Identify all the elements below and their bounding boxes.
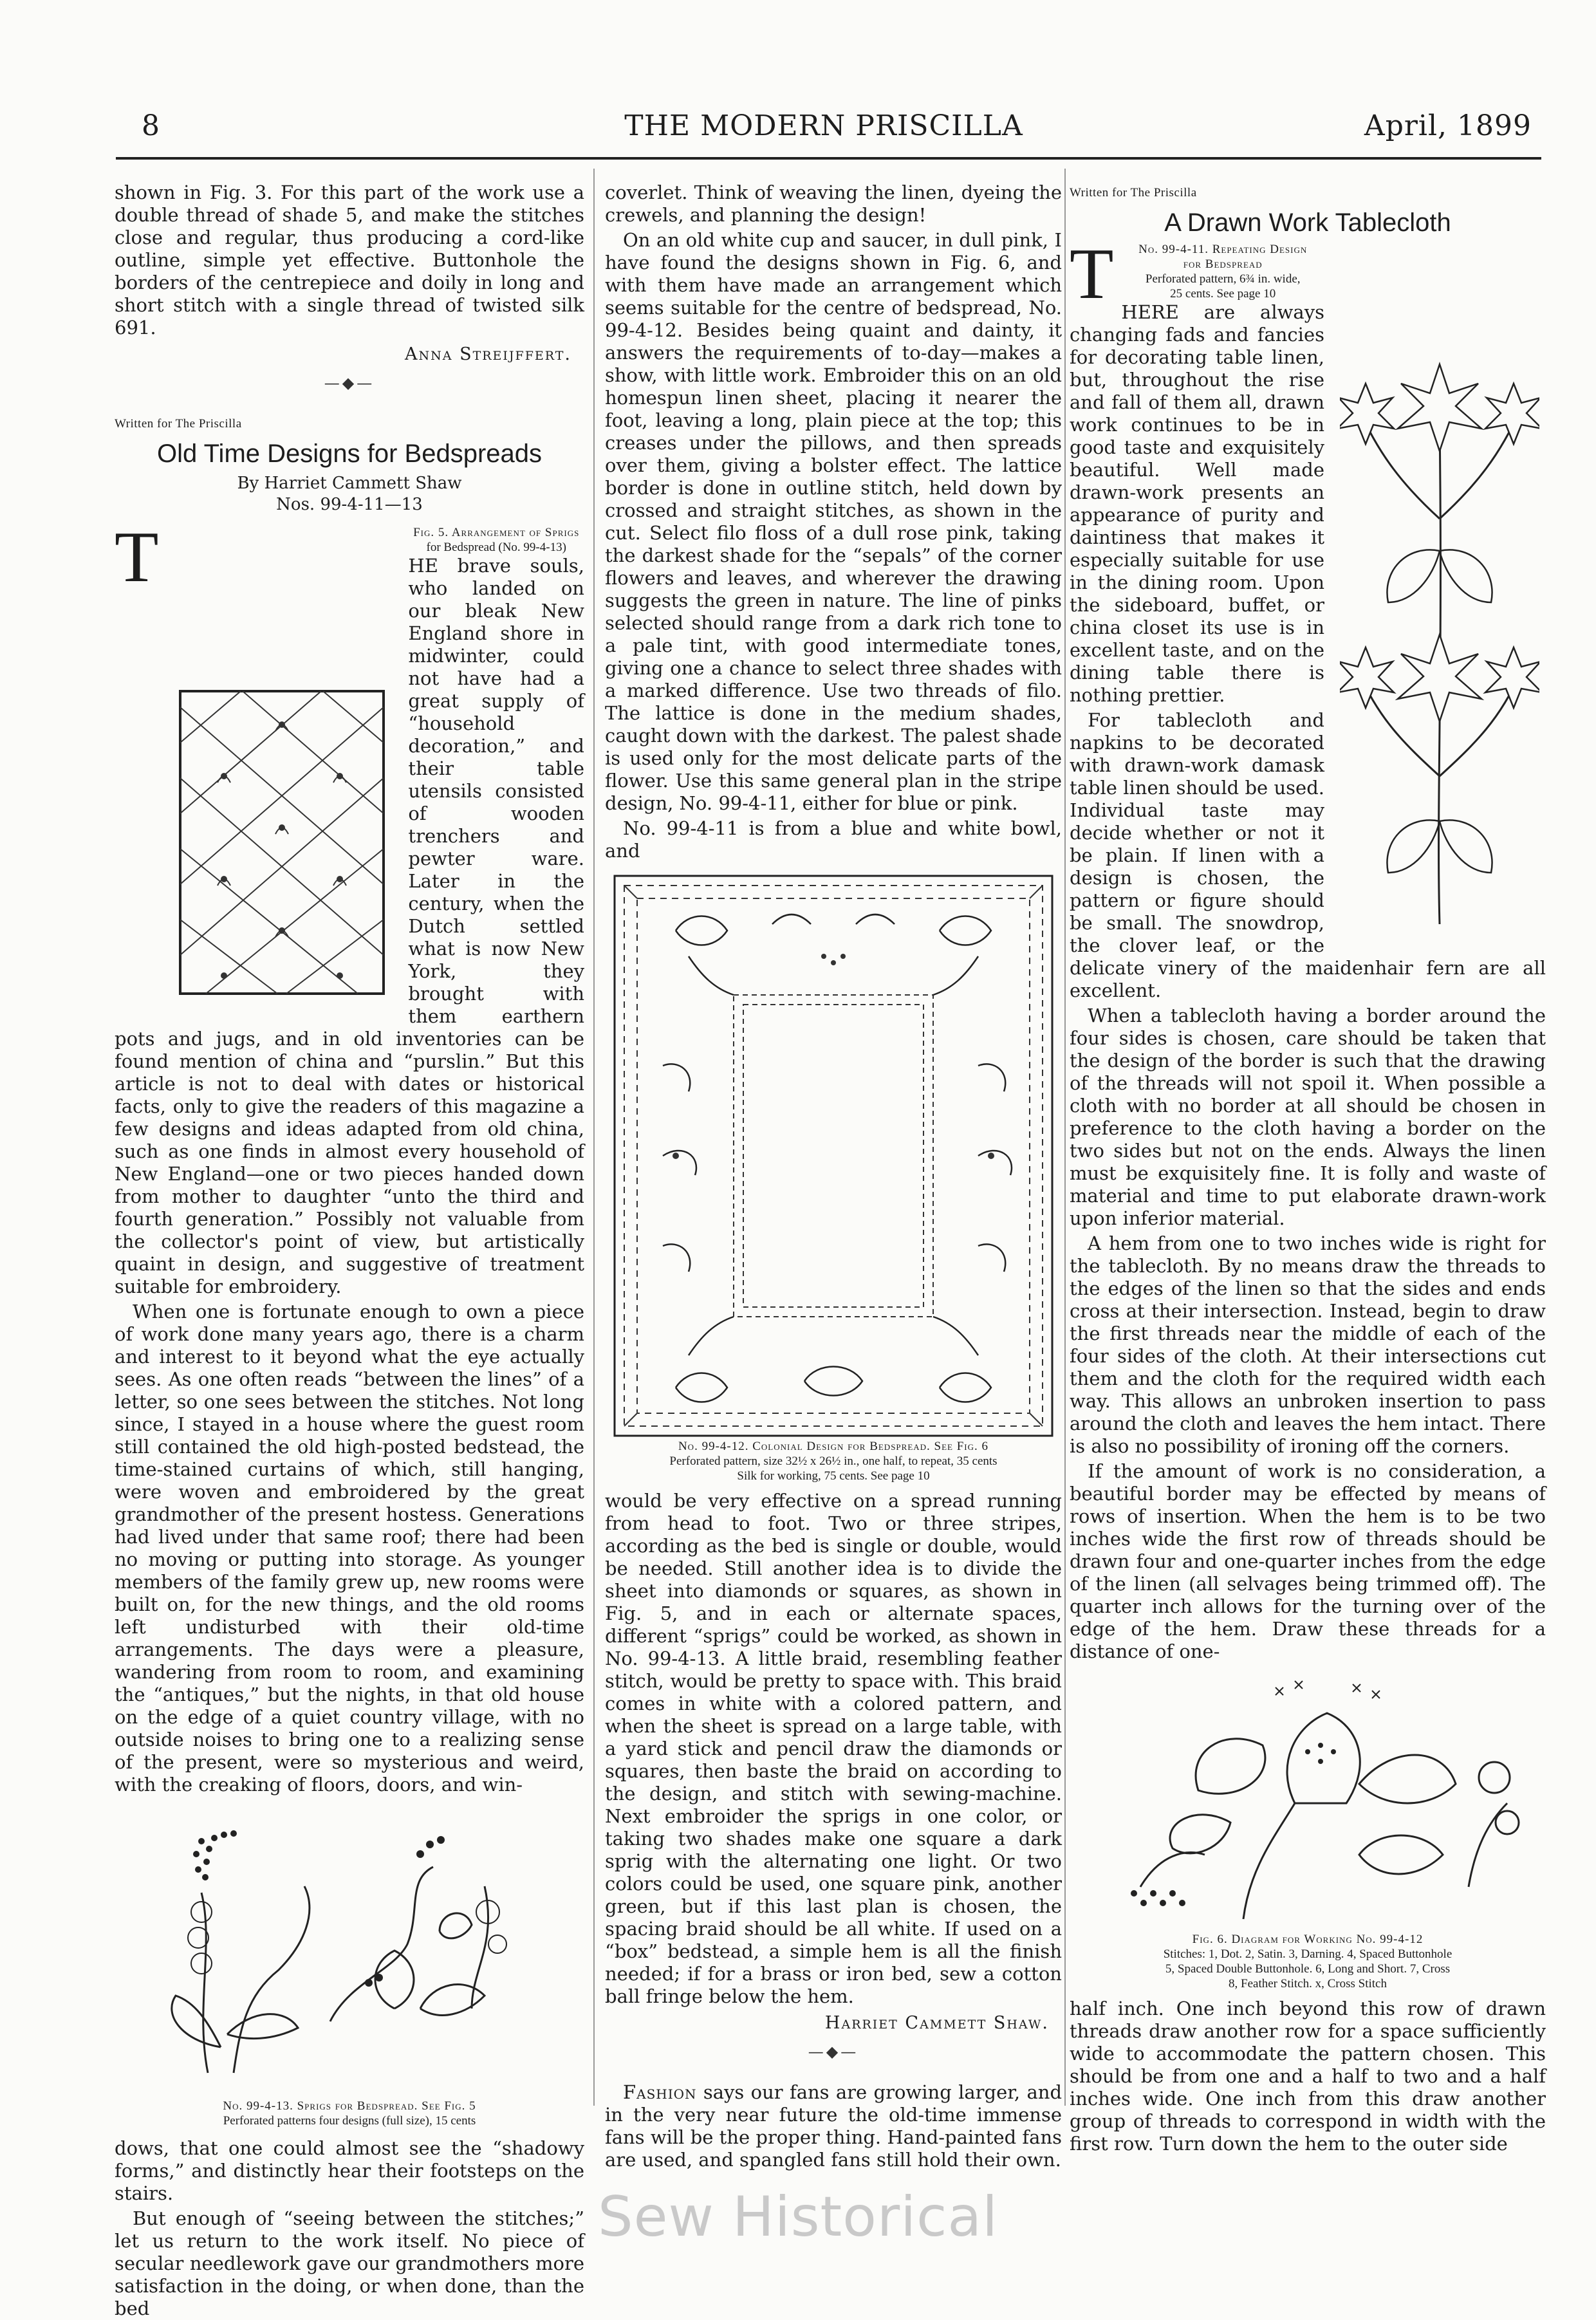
sprigs-caption <box>115 2099 584 2128</box>
colonial-design-figure <box>605 873 1062 1483</box>
column-3 <box>1070 181 1546 2155</box>
paragraph: half inch. One inch beyond this row of drawn threads draw another row for a space sufficiently wide to accommodate the pattern chosen. This should be from one and a half to two and a half inches wide. One inch from this draw another group of threads to correspond in width with the first row. Turn down the hem to the outer side <box>1070 1998 1546 2155</box>
repeating-design-caption <box>1070 242 1546 301</box>
magazine-title: THE MODERN PRISCILLA <box>624 109 1023 142</box>
paragraph-text: HE brave souls, who landed on our bleak New England shore in midwinter, could not have had a great supply of “household decoration,” and their table utensils consisted of wooden trenchers and pewter ware. Later in the century, when the Dutch settled what is now New York, they brought with them earthern pots and jugs, and in old inventories can be found mention of china and “purslin.” But this article is not to deal with dates or historical facts, only to give the readers of this magazine a few designs and ideas adapted from old china, such as one finds in almost every household of New England—one or two pieces handed down from mother to daughter “unto the third and fourth generation.” Possibly not valuable from the collector's point of view, but artistically quaint in design, and suggestive of treatment suitable for embroidery. <box>115 555 584 1297</box>
written-for-label: Written for The Priscilla <box>1070 186 1197 200</box>
figure-6-caption-title: Fig. 6. Diagram for Working No. 99-4-12 <box>1192 1933 1424 1946</box>
colonial-bedspread-illustration <box>611 873 1055 1439</box>
page-number: 8 <box>142 109 160 142</box>
article-separator: —◆— <box>808 2043 859 2061</box>
drop-cap: T <box>1070 234 1114 314</box>
repeating-caption-title: No. 99-4-11. Repeating Design <box>1138 243 1308 256</box>
repeating-stripe-illustration <box>1340 358 1539 937</box>
running-head <box>116 109 1532 161</box>
paragraph: For tablecloth and napkins to be decorated with drawn-work damask table linen should be used. Individual taste may decide whether or not it be plain. If linen with a design is chosen, the pattern or figure should be small. The snowdrop, the clover leaf, or the delicate vinery of the maidenhair fern are all excellent. <box>1070 709 1546 1001</box>
paragraph-text: HERE are always changing fads and fancies for decorating table linen, but, throughout the rise and fall of them all, drawn work continues to be in good taste and exquisitely beautiful. Well made drawn-work presents an appearance of purity and daintiness that makes it especially suitable for use in the dining room. Upon the sideboard, buffet, or china closet its use is in excellent taste, and on the dining table there is nothing prettier. <box>1070 301 1324 706</box>
figure-6-caption-line: 5, Spaced Double Buttonhole. 6, Long and Short. 7, Cross <box>1165 1962 1451 1976</box>
colonial-design-caption <box>605 1439 1062 1483</box>
written-for-label: Written for The Priscilla <box>115 417 242 431</box>
previous-article-signature: Anna Streijffert. <box>405 344 571 364</box>
sprigs-illustration <box>137 1815 562 2099</box>
paragraph: If the amount of work is no consideration, a beautiful border may be effected by means of rows of insertion. When the hem is to be two inches wide the first row of threads should be drawn four and one-quarter inches from the edge of the linen (all selvages being trimmed off). The quarter inch allows for the turning over of the edge of the hem. Draw these threads for a distance of one- <box>1070 1460 1546 1662</box>
colonial-caption-line: Perforated pattern, size 32½ x 26½ in., one half, to repeat, 35 cents <box>669 1454 998 1468</box>
figure-5-caption-sub: for Bedspread (No. 99-4-13) <box>426 541 566 554</box>
column-rule <box>593 169 595 2106</box>
repeating-caption-line: Perforated pattern, 6¾ in. wide, <box>1145 272 1301 286</box>
article-title: Old Time Designs for Bedspreads <box>156 440 543 468</box>
drop-cap: T <box>115 517 159 597</box>
issue-date: April, 1899 <box>1364 109 1532 142</box>
figure-6-caption-line: 8, Feather Stitch. x, Cross Stitch <box>1229 1977 1387 1991</box>
paragraph: On an old white cup and saucer, in dull pink, I have found the designs shown in Fig. 6, and with them have made an arrangement which seems suitable for the centre of bedspread, No. 99-4-12. Besides being quaint and dainty, it answers the requirements of to-day—makes a show, with little work. Embroider this on an old homespun linen sheet, placing it nearer the foot, leaving a long, plain piece at the top; this creases under the pillows, and then spreads over them, giving a bolster effect. The lattice border is done in outline stitch, held down by crossed and straight stitches, as shown in the cut. Select filo floss of a dull rose pink, taking the darkest shade for the “sepals” of the corner flowers and leaves, and wherever the drawing suggests the green in nature. The line of pinks selected should range from a dark rich tone to a pale tint, with good intermediate tones, giving one a chance to select three shades with a marked difference. Use two threads of filo. The lattice is done in the medium shades, caught down with the darkest. The palest shade is used only for the most delicate parts of the flower. Use this same general plan in the stripe design, No. 99-4-11, either for blue or pink. <box>605 229 1062 814</box>
colonial-caption-title: No. 99-4-12. Colonial Design for Bedspread. See Fig. 6 <box>678 1440 989 1453</box>
article-title: A Drawn Work Tablecloth <box>1164 209 1451 237</box>
figure-5-caption-title: Fig. 5. Arrangement of Sprigs <box>413 526 580 539</box>
repeating-design-figure <box>1333 358 1546 937</box>
paragraph: No. 99-4-11 is from a blue and white bowl, and <box>605 817 1062 862</box>
stitch-diagram-illustration <box>1082 1675 1533 1932</box>
paragraph: would be very effective on a spread running from head to foot. Two or three stripes, according as the bed is single or double, would be needed. Still another idea is to divide the sheet into diamonds or squares, as shown in Fig. 5, and in each or alternate spaces, different “sprigs” could be worked, as shown in No. 99-4-13. A little braid, resembling feather stitch, would be pretty to space with. This braid comes in white with a colored pattern, and when the sheet is spread on a large table, with a yard stick and pencil draw the diamonds or squares, then baste the braid on according to the design, and stitch with sewing-machine. Next embroider the sprigs in one color, or taking two shades make one square a dark sprig with the alternating one light. Or two colors could be used, one square pink, another green, but if this last plan is chosen, the spacing braid should be all white. If used on a “box” bedstead, a simple hem is all the finish needed; if for a brass or iron bed, sew a cotton ball fringe below the hem. <box>605 1490 1062 2007</box>
figure-5-caption <box>115 525 584 555</box>
sprigs-figure <box>115 1815 584 2128</box>
sprigs-caption-title: No. 99-4-13. Sprigs for Bedspread. See Fig. 5 <box>223 2099 476 2113</box>
figure-6-caption <box>1070 1932 1546 1991</box>
article-separator: —◆— <box>324 374 375 392</box>
paragraph: coverlet. Think of weaving the linen, dyeing the crewels, and planning the design! <box>605 181 1062 226</box>
repeating-caption-line: 25 cents. See page 10 <box>1170 287 1276 301</box>
figure-5 <box>166 686 398 1008</box>
fashion-lead-word: Fashion <box>623 2081 697 2103</box>
paragraph: When a tablecloth having a border around the four sides is chosen, care should be taken that the design of the border is such that the drawing of the threads will not spoil it. When possible a cloth with no border at all should be chosen in preference to the cloth having a border on the two sides but not on the ends. Always the linen must be exquisitely fine. It is folly and waste of material and time to put elaborate drawn-work upon inferior material. <box>1070 1005 1546 1229</box>
pattern-numbers: Nos. 99-4-11—13 <box>276 495 423 514</box>
previous-article-ending: shown in Fig. 3. For this part of the work use a double thread of shade 5, and make the stitches close and regular, thus producing a cord-like outline, simple yet effective. Buttonhole the borders of the centrepiece and doily in long and short stitch with a single thread of twisted silk 691. <box>115 181 584 339</box>
fashion-note-text: says our fans are growing larger, and in the very near future the old-time immense fans will be the proper thing. Hand-painted fans are used, and spangled fans still hold their own. <box>605 2081 1062 2171</box>
paragraph: dows, that one could almost see the “shadowy forms,” and distinctly hear their footsteps on the stairs. <box>115 2137 584 2204</box>
column-rule <box>1064 169 1066 2106</box>
colonial-caption-line: Silk for working, 75 cents. See page 10 <box>737 1469 930 1483</box>
column-2 <box>605 181 1062 2171</box>
article-signature: Harriet Cammett Shaw. <box>824 2013 1049 2033</box>
repeating-caption-sub: for Bedspread <box>1183 257 1263 271</box>
byline: By Harriet Cammett Shaw <box>237 474 462 493</box>
watermark: Sew Historical <box>597 2185 998 2249</box>
sprigs-caption-sub: Perforated patterns four designs (full size), 15 cents <box>223 2114 476 2128</box>
paragraph: A hem from one to two inches wide is right for the tablecloth. By no means draw the threads to the edges of the linen so that the sides and ends cross at their intersection. Instead, begin to draw the first threads near the middle of each of the four sides of the cloth. At their intersections cut them and the cloth for the required width each way. This allows an unbroken insertion to pass around the cloth and leaves the hem intact. There is also no possibility of ironing off the corners. <box>1070 1232 1546 1457</box>
sprig-lattice-illustration <box>172 686 391 1008</box>
fashion-note <box>605 2081 1062 2171</box>
figure-6 <box>1070 1675 1546 1991</box>
paragraph: But enough of “seeing between the stitches;” let us return to the work itself. No piece of secular needlework gave our grandmothers more satisfaction in the doing, or when done, than the bed <box>115 2207 584 2319</box>
figure-6-caption-line: Stitches: 1, Dot. 2, Satin. 3, Darning. 4, Spaced Buttonhole <box>1163 1947 1452 1961</box>
header-rule <box>116 157 1541 160</box>
paragraph: When one is fortunate enough to own a piece of work done many years ago, there is a charm and interest to it beyond what the eye actually sees. As one often reads “between the lines” of a letter, so one sees between the stitches. Not long since, I stayed in a house where the guest room still contained the old high-posted bedstead, the time-stained curtains of which, still hanging, were woven and embroidered by the great grandmother of the present hostess. Generations had lived under that same roof; there had been no moving or putting into storage. As younger members of the family grew up, new rooms were built on, for the new things, and the old rooms left undisturbed with their old-time arrangements. The days were a pleasure, wandering from room to room, and examining the “antiques,” but the nights, in that old house on the edge of a quiet country village, with no outside noises to bring one to a realizing sense of the present, were so mysterious and weird, with the creaking of floors, doors, and win- <box>115 1301 584 1796</box>
column-1 <box>115 181 584 2319</box>
